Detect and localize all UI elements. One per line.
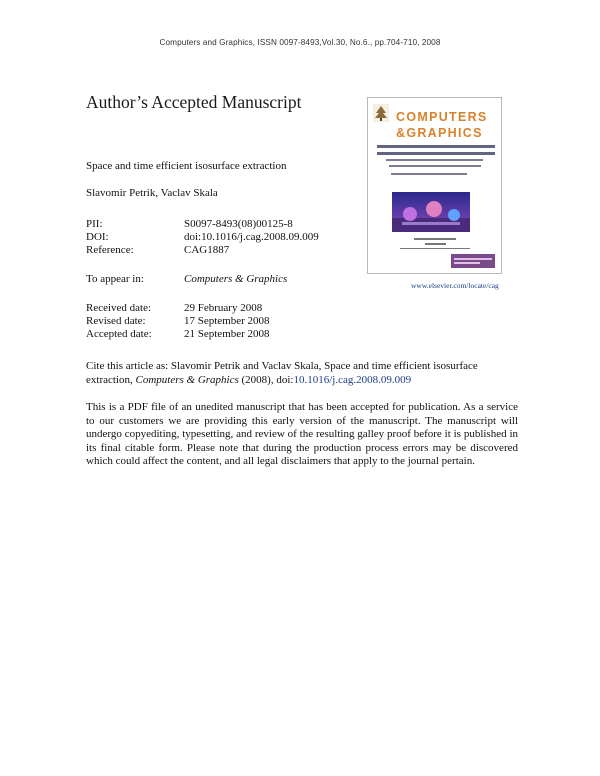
manuscript-notice: This is a PDF file of an unedited manuscript that has been accepted for publication. As a service to our customers we are providing this early version of the manuscript. The manuscript will undergo copyediting, typesetting, and review of the resulting galley proof before it is published in its final citable form. Please note that during the production process errors may be discovered which could affect the content, and all legal disclaimers that apply to the journal pertain. [86, 401, 518, 468]
cite-doi-link[interactable]: 10.1016/j.cag.2008.09.009 [293, 373, 412, 386]
received-date-value: 29 February 2008 [184, 302, 263, 314]
reference-label: Reference: [86, 244, 134, 256]
article-title: Space and time efficient isosurface extraction [86, 160, 287, 172]
accepted-date-row [86, 328, 356, 342]
cite-paragraph [86, 360, 518, 387]
cover-footer-text [400, 238, 470, 252]
cover-desc-line [377, 145, 495, 148]
journal-cover-image [367, 97, 502, 274]
cover-title-line1: COMPUTERS [396, 110, 488, 124]
pii-value: S0097-8493(08)00125-8 [184, 218, 293, 230]
pii-row [86, 218, 356, 232]
cover-desc-line [386, 159, 483, 161]
pii-label: PII: [86, 218, 103, 230]
cover-description [377, 145, 495, 179]
cite-journal: Computers & Graphics [135, 373, 239, 386]
cite-prefix: Cite this article as: Slavomir Petrik and Vaclav Skala, Space and time efficient isosurface extraction, [86, 360, 478, 386]
accepted-date-label: Accepted date: [86, 328, 152, 340]
cover-artwork-icon [392, 192, 470, 232]
appear-in-value: Computers & Graphics [184, 273, 288, 285]
accepted-date-value: 21 September 2008 [184, 328, 270, 340]
cite-middle: (2008), doi: [238, 373, 294, 386]
cover-footer-line [414, 238, 456, 240]
doi-label: DOI: [86, 231, 109, 243]
doi-value: doi:10.1016/j.cag.2008.09.009 [184, 231, 319, 243]
cover-desc-line [389, 165, 481, 167]
cover-desc-line [391, 173, 467, 175]
revised-date-row [86, 315, 356, 329]
received-date-row [86, 302, 356, 316]
cover-footer-line [400, 248, 470, 249]
cover-title-line2: &GRAPHICS [396, 126, 483, 140]
reference-row [86, 244, 356, 258]
cover-desc-line [377, 152, 495, 155]
cover-footer-line [425, 243, 446, 245]
appear-in-label: To appear in: [86, 273, 144, 285]
page-title: Author’s Accepted Manuscript [86, 92, 302, 112]
doi-row [86, 231, 356, 245]
appear-in-row [86, 273, 356, 287]
citation-header: Computers and Graphics, ISSN 0097-8493,Vol.30, No.6., pp.704-710, 2008 [159, 38, 441, 47]
elsevier-url-link[interactable]: www.elsevier.com/locate/cag [411, 281, 499, 290]
elsevier-tree-logo-icon [373, 104, 389, 122]
revised-date-value: 17 September 2008 [184, 315, 270, 327]
received-date-label: Received date: [86, 302, 152, 314]
cover-publisher-mark-icon [451, 254, 495, 268]
article-authors: Slavomir Petrik, Vaclav Skala [86, 187, 218, 199]
revised-date-label: Revised date: [86, 315, 146, 327]
reference-value: CAG1887 [184, 244, 230, 256]
